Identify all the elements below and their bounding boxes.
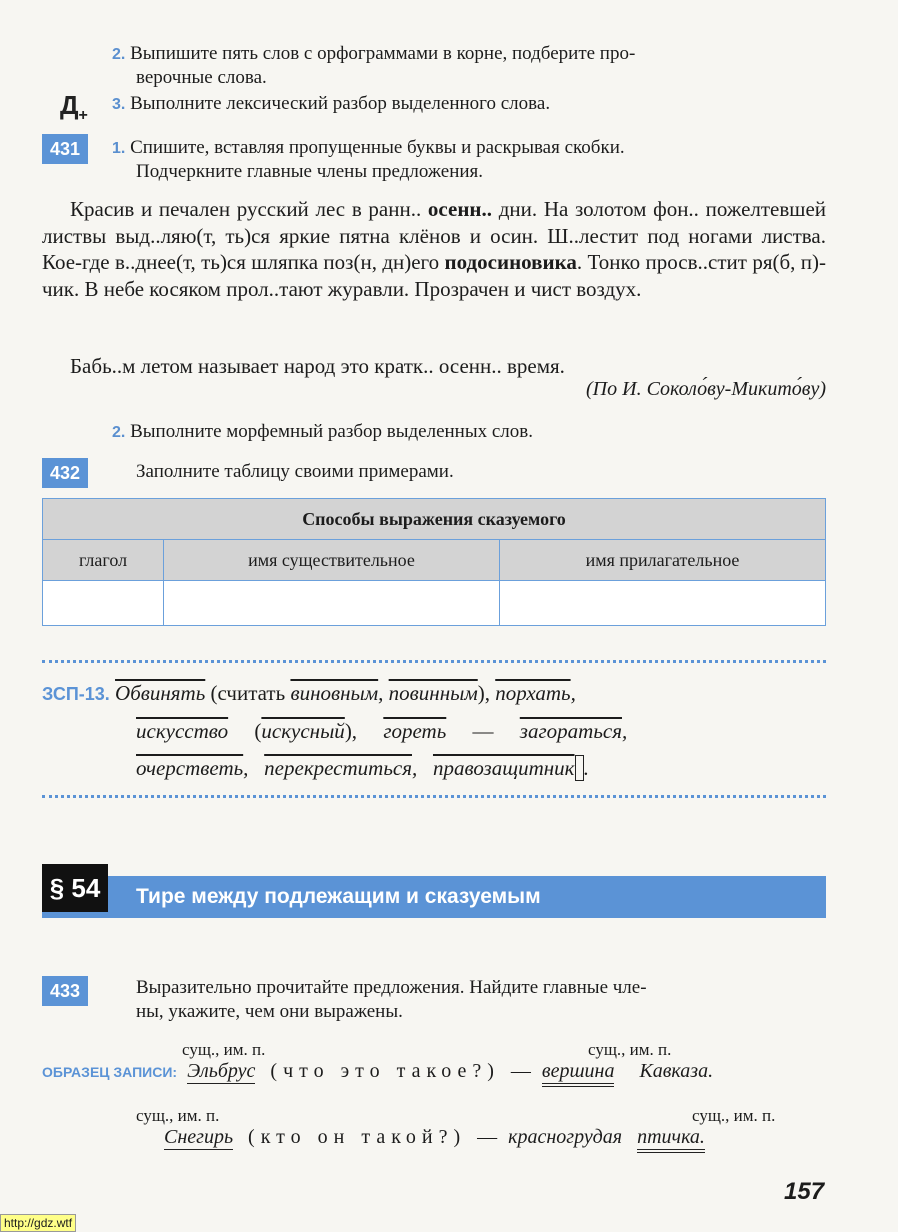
grammar-note: сущ., им. п. <box>136 1106 220 1125</box>
table-title: Способы выражения сказуемого <box>43 499 826 540</box>
exercise-badge-432: 432 <box>42 458 88 488</box>
task-3 <box>112 92 550 117</box>
grammar-note: сущ., им. п. <box>588 1040 672 1059</box>
table-cell <box>43 581 164 626</box>
table-cell <box>500 581 826 626</box>
task-2 <box>112 42 826 67</box>
zsp-block: ЗСП-13. Обвинять (считать виновным, повинным), порхать, <box>42 681 576 705</box>
bold-word: подосиновика <box>444 250 577 274</box>
table-header-adjective: имя прилагательное <box>500 540 826 581</box>
ex431-task-1-cont: Подчеркните главные члены предложения. <box>136 161 484 182</box>
zsp-line-2: искусство (искусный), гореть — загораться, <box>136 719 628 743</box>
section-number: § 54 <box>42 864 108 912</box>
ex431-paragraph-2: Бабь..м летом называет народ это кратк.. осенн.. время. <box>70 354 565 378</box>
task-text: Выпишите пять слов с орфограммами в корне, подберите про- <box>130 43 636 64</box>
predicate: вершина <box>542 1060 615 1087</box>
subject: Эльбрус <box>187 1060 256 1082</box>
dotted-divider <box>42 660 826 663</box>
ex431-task-2: 2. Выполните морфемный разбор выделенных слов. <box>112 421 533 442</box>
section-title: Тире между подлежащим и сказуемым <box>136 885 541 908</box>
table-cell <box>164 581 500 626</box>
sample-sentence-1: ОБРАЗЕЦ ЗАПИСИ: Эльбрус (что это такое?) — вершина Кавказа. <box>42 1058 826 1085</box>
exercise-badge-433: 433 <box>42 976 88 1006</box>
grammar-note: сущ., им. п. <box>182 1040 266 1059</box>
task-2-cont: верочные слова. <box>136 67 267 88</box>
d-plus-icon: $Д_+$ <box>60 90 88 125</box>
ex431-paragraph-1: Красив и печален русский лес в ранн.. осенн.. дни. На золотом фон.. пожелтевшей листвы выд..ляю(т, ть)ся яркие пятна клёнов и осин. Ш..лестит под ногами листва. Кое-где в..днее(т, ть)ся шляпка поз(н, дн)его подосиновика. Тонко просв..стит ря(б, п)-чик. В небе косяком прол..тают журавли. Прозрачен и чист воздух. <box>42 197 827 301</box>
ex431-task-1: 1. Спишите, вставляя пропущенные буквы и раскрывая скобки. <box>112 137 625 158</box>
sample-sentence-2: Снегирь (кто он такой?) — красногрудая птичка. <box>164 1124 826 1150</box>
ex432-text: Заполните таблицу своими примерами. <box>136 461 454 482</box>
table-header-noun: имя существительное <box>164 540 500 581</box>
sample-label: ОБРАЗЕЦ ЗАПИСИ: <box>42 1064 178 1080</box>
zsp-line-3: очерстветь, перекреститься, правозащитник . <box>136 756 589 780</box>
source-citation: (По И. Соколо́ву-Микито́ву) <box>586 378 826 400</box>
page-number: 157 <box>784 1178 825 1205</box>
predicate: птичка. <box>637 1126 705 1153</box>
task-number: 3. <box>112 96 126 113</box>
footer-link[interactable]: http://gdz.wtf <box>0 1214 76 1232</box>
predicate-table <box>42 498 826 626</box>
task-number: 2. <box>112 46 126 63</box>
bold-word: осенн.. <box>427 197 493 221</box>
ex433-text: Выразительно прочитайте предложения. Найдите главные чле- <box>136 977 647 998</box>
dotted-divider <box>42 795 826 798</box>
table-header-verb: глагол <box>43 540 164 581</box>
grammar-note: сущ., им. п. <box>692 1106 776 1125</box>
task-text: Выполните лексический разбор выделенного слова. <box>130 93 551 114</box>
ex433-text-cont: ны, укажите, чем они выражены. <box>136 1001 403 1022</box>
subject: Снегирь <box>164 1126 234 1148</box>
exercise-badge-431: 431 <box>42 134 88 164</box>
zsp-label: ЗСП-13. <box>42 684 110 704</box>
